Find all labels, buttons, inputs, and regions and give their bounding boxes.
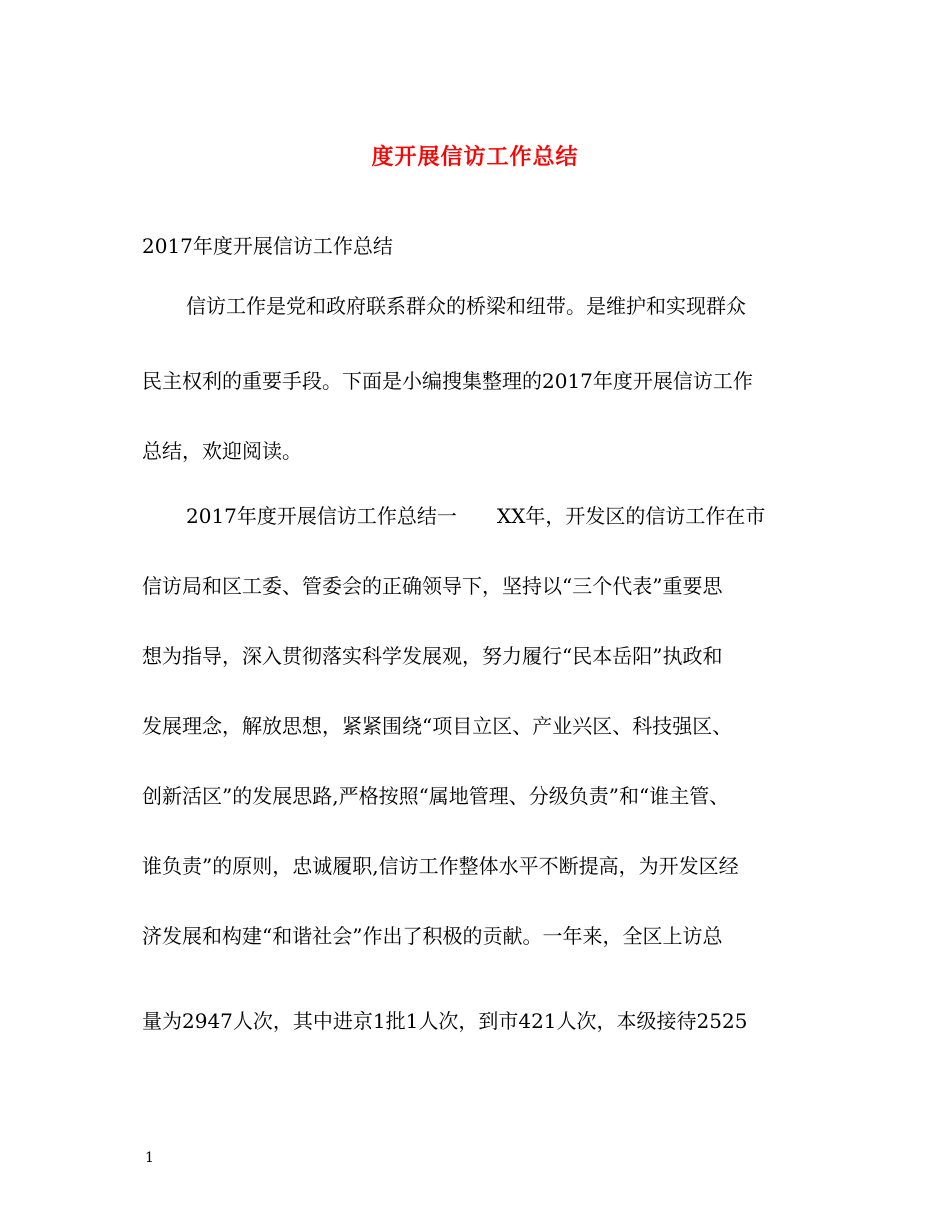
paragraph-line-9: 谁负责”的原则，忠诚履职,信访工作整体水平不断提高，为开发区经 xyxy=(142,854,739,878)
paragraph-line-1: 信访工作是党和政府联系群众的桥梁和纽带。是维护和实现群众 xyxy=(186,294,746,318)
page-number: 1 xyxy=(145,1150,154,1166)
paragraph-line-10: 济发展和构建“和谐社会”作出了积极的贡献。一年来，全区上访总 xyxy=(142,924,723,948)
paragraph-line-11: 量为2947人次，其中进京1批1人次，到市421人次，本级接待2525 xyxy=(142,1009,748,1033)
paragraph-line-3: 总结，欢迎阅读。 xyxy=(142,439,302,463)
document-subtitle: 2017年度开展信访工作总结 xyxy=(142,234,393,258)
paragraph-line-8: 创新活区”的发展思路,严格按照“属地管理、分级负责”和“谁主管、 xyxy=(142,784,730,808)
paragraph-line-4: 2017年度开展信访工作总结一 XX年，开发区的信访工作在市 xyxy=(186,504,766,528)
paragraph-line-2: 民主权利的重要手段。下面是小编搜集整理的2017年度开展信访工作 xyxy=(142,369,753,393)
paragraph-line-6: 想为指导，深入贯彻落实科学发展观，努力履行“民本岳阳”执政和 xyxy=(142,644,723,668)
paragraph-line-7: 发展理念，解放思想，紧紧围绕“项目立区、产业兴区、科技强区、 xyxy=(142,714,733,738)
document-title: 度开展信访工作总结 xyxy=(371,145,579,170)
paragraph-line-5: 信访局和区工委、管委会的正确领导下，坚持以“三个代表”重要思 xyxy=(142,574,723,598)
